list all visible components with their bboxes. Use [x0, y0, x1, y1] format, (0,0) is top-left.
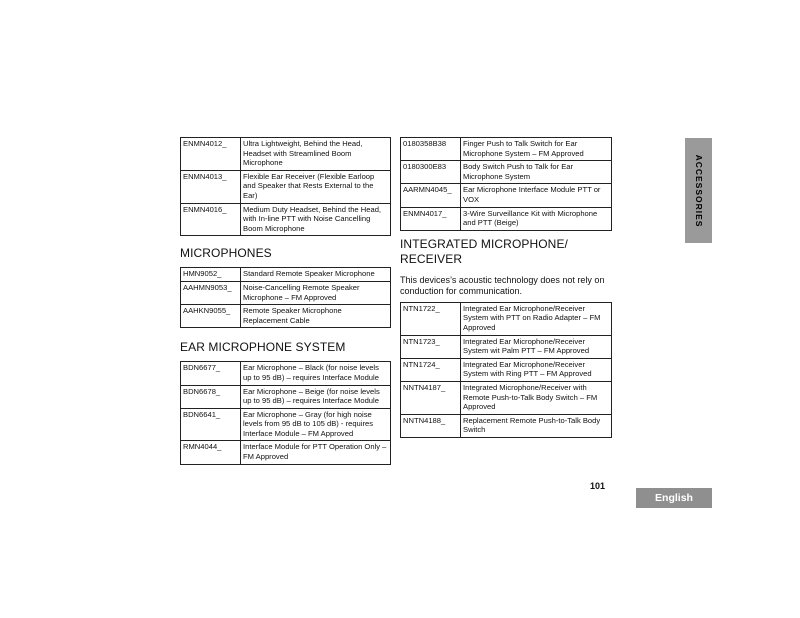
- part-number: ENMN4017_: [401, 207, 461, 230]
- accessories-side-tab: [685, 138, 712, 243]
- table-row: [181, 441, 391, 464]
- part-number: HMN9052_: [181, 268, 241, 282]
- part-description: Replacement Remote Push-to-Talk Body Switch: [461, 414, 612, 437]
- part-description: Standard Remote Speaker Microphone: [241, 268, 391, 282]
- integrated-heading: [400, 237, 612, 267]
- part-description: Body Switch Push to Talk for Ear Microphone System: [461, 161, 612, 184]
- left-column: [180, 137, 391, 465]
- table-row: [181, 203, 391, 236]
- part-description: Ear Microphone – Beige (for noise levels up to 95 dB) – requires Interface Module: [241, 385, 391, 408]
- part-description: Ultra Lightweight, Behind the Head, Headset with Streamlined Boom Microphone: [241, 138, 391, 171]
- part-number: BDN6678_: [181, 385, 241, 408]
- part-number: AAHMN9053_: [181, 281, 241, 304]
- part-number: RMN4044_: [181, 441, 241, 464]
- headsets-table: [180, 137, 391, 236]
- part-number: ENMN4012_: [181, 138, 241, 171]
- ear-microphone-table: [180, 361, 391, 464]
- part-description: Remote Speaker Microphone Replacement Cable: [241, 305, 391, 328]
- ear-microphone-system-heading: EAR MICROPHONE SYSTEM: [180, 340, 346, 355]
- part-number: ENMN4013_: [181, 170, 241, 203]
- table-row: [181, 408, 391, 441]
- table-row: [181, 138, 391, 171]
- part-number: NNTN4187_: [401, 381, 461, 414]
- right-column: [400, 137, 612, 438]
- part-description: 3-Wire Surveillance Kit with Microphone and PTT (Beige): [461, 207, 612, 230]
- integrated-heading-line1: INTEGRATED MICROPHONE/: [400, 236, 568, 251]
- part-description: Ear Microphone – Black (for noise levels up to 95 dB) – requires Interface Module: [241, 362, 391, 385]
- integrated-intro: This devices’s acoustic technology does not rely on conduction for communication.: [400, 274, 605, 297]
- part-description: Ear Microphone Interface Module PTT or VOX: [461, 184, 612, 207]
- part-description: Integrated Ear Microphone/Receiver System wit Palm PTT – FM Approved: [461, 335, 612, 358]
- table-row: [401, 184, 612, 207]
- part-number: BDN6677_: [181, 362, 241, 385]
- part-number: 0180358B38: [401, 138, 461, 161]
- table-row: [401, 358, 612, 381]
- table-row: [401, 381, 612, 414]
- integrated-table: [400, 302, 612, 438]
- table-row: [181, 281, 391, 304]
- part-description: Finger Push to Talk Switch for Ear Microphone System – FM Approved: [461, 138, 612, 161]
- microphones-table: [180, 267, 391, 328]
- table-row: [401, 161, 612, 184]
- table-row: [401, 302, 612, 335]
- part-number: BDN6641_: [181, 408, 241, 441]
- part-description: Noise-Cancelling Remote Speaker Microphone – FM Approved: [241, 281, 391, 304]
- page-number: 101: [590, 481, 606, 491]
- table-row: [181, 268, 391, 282]
- part-number: AARMN4045_: [401, 184, 461, 207]
- table-row: [401, 207, 612, 230]
- table-row: [401, 335, 612, 358]
- part-description: Ear Microphone – Gray (for high noise levels from 95 dB to 105 dB) - requires Interface Module – FM Approved: [241, 408, 391, 441]
- language-tab: English: [636, 488, 712, 508]
- part-description: Integrated Ear Microphone/Receiver System with Ring PTT – FM Approved: [461, 358, 612, 381]
- table-row: [181, 170, 391, 203]
- accessories-tab-label: ACCESSORIES: [693, 154, 704, 227]
- part-number: ENMN4016_: [181, 203, 241, 236]
- part-description: Medium Duty Headset, Behind the Head, with In-line PTT with Noise Cancelling Boom Microphone: [241, 203, 391, 236]
- part-number: NNTN4188_: [401, 414, 461, 437]
- table-row: [401, 138, 612, 161]
- part-number: NTN1722_: [401, 302, 461, 335]
- part-description: Flexible Ear Receiver (Flexible Earloop and Speaker that Rests External to the Ear): [241, 170, 391, 203]
- table-row: [181, 385, 391, 408]
- part-description: Interface Module for PTT Operation Only – FM Approved: [241, 441, 391, 464]
- part-number: NTN1723_: [401, 335, 461, 358]
- part-number: NTN1724_: [401, 358, 461, 381]
- part-description: Integrated Ear Microphone/Receiver System with PTT on Radio Adapter – FM Approved: [461, 302, 612, 335]
- table-row: [181, 305, 391, 328]
- ear-microphone-continued-table: [400, 137, 612, 231]
- integrated-heading-line2: RECEIVER: [400, 251, 463, 266]
- table-row: [401, 414, 612, 437]
- microphones-heading: MICROPHONES: [180, 246, 272, 261]
- part-description: Integrated Microphone/Receiver with Remote Push-to-Talk Body Switch – FM Approved: [461, 381, 612, 414]
- table-row: [181, 362, 391, 385]
- part-number: 0180300E83: [401, 161, 461, 184]
- part-number: AAHKN9055_: [181, 305, 241, 328]
